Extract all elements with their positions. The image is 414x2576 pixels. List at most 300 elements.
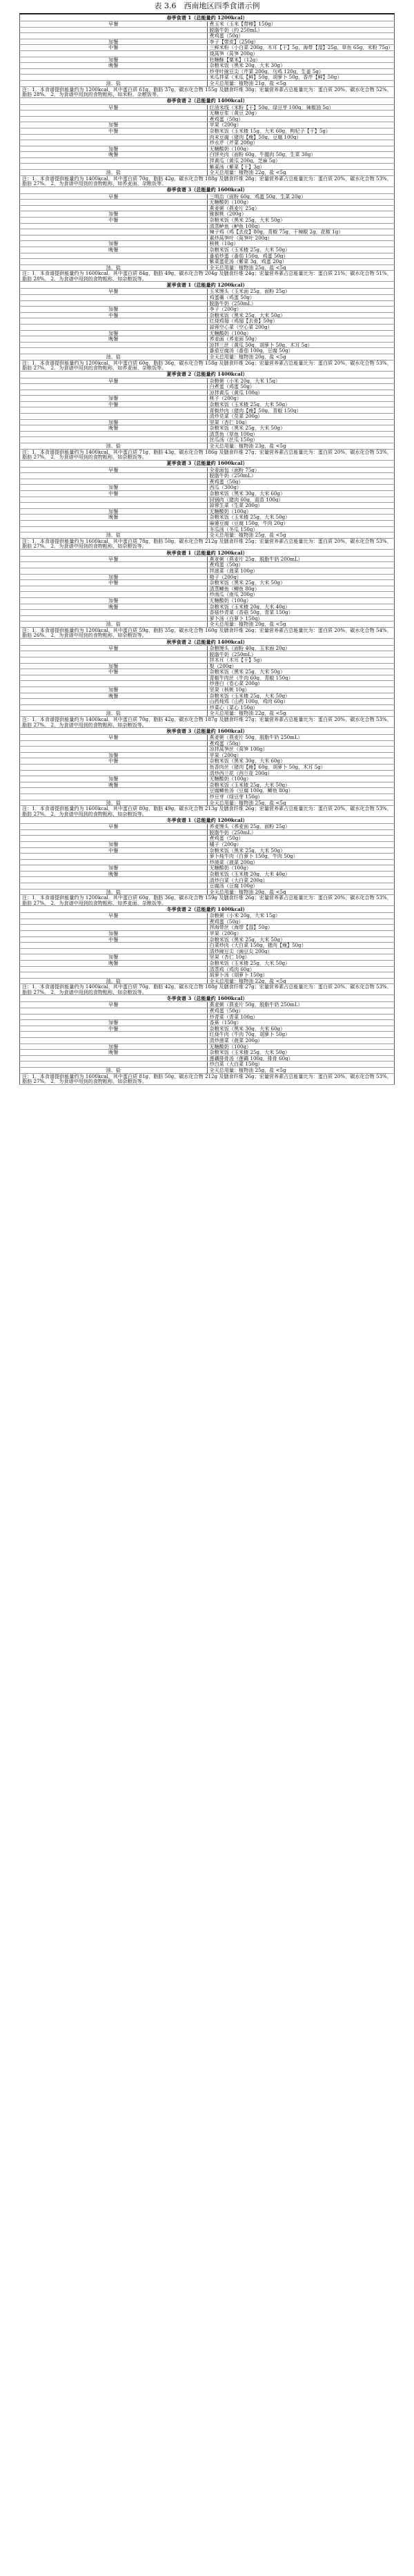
menu-row (20, 229, 395, 236)
dish-text: 荞麦面（荞麦面 50g） (207, 336, 395, 343)
menu-row (20, 57, 395, 63)
meal-label: 早餐 (20, 556, 208, 562)
section-heading: 春季食谱 2（总能量约 1400kcal） (20, 97, 395, 104)
menu-row (20, 943, 395, 949)
dish-text: 炒白菜（大白菜 150g） (207, 1061, 395, 1068)
menu-row (20, 610, 395, 616)
menu-row (20, 140, 395, 146)
meal-label: 油、盐 (20, 711, 208, 717)
menu-row (20, 110, 395, 117)
menu-row (20, 1014, 395, 1020)
meal-label: 加餐 (20, 211, 208, 218)
meal-label: 中餐 (20, 312, 208, 318)
meal-label (20, 503, 208, 509)
menu-row (20, 657, 395, 664)
menu-row (20, 931, 395, 937)
menu-row (20, 747, 395, 753)
meal-label (20, 520, 208, 526)
dish-text: 凉拌三丝（黄瓜 50g，胡萝卜 50g，木耳 5g） (207, 342, 395, 348)
dish-text: 无糖酸奶（100g） (207, 597, 395, 604)
dish-text: 煮鸡蛋（50g） (207, 33, 395, 39)
meal-label: 早餐 (20, 467, 208, 473)
menu-row (20, 966, 395, 972)
menu-row (20, 128, 395, 134)
dish-text: 炒菠菜（菠菜 200g） (207, 859, 395, 865)
meal-label (20, 859, 208, 865)
menu-row (20, 645, 395, 651)
menu-row (20, 515, 395, 521)
dish-text: 全天总用量：植物油 25g，盐 <5g (207, 800, 395, 806)
menu-row (20, 925, 395, 931)
meal-label (20, 699, 208, 705)
menu-row (20, 164, 395, 170)
meal-label: 加餐 (20, 146, 208, 152)
dish-text: 核桃（10g） (207, 241, 395, 247)
dish-text: 胡萝卜汤（胡萝卜 150g） (207, 972, 395, 979)
menu-row (20, 1037, 395, 1044)
section-heading-row (20, 186, 395, 193)
dish-text: 全天总用量：植物油 22g，盐 <5g (207, 978, 395, 984)
meal-label: 早餐 (20, 824, 208, 830)
note-row (20, 627, 395, 638)
dish-text: 凉拌莴笋丝（莴笋 100g） (207, 747, 395, 753)
dish-text: 煮鸡蛋（50g） (207, 919, 395, 925)
meal-label (20, 615, 208, 622)
section-heading-row (20, 282, 395, 289)
dish-text: 莲藕排骨汤（莲藕 100g，排骨 60g） (207, 1055, 395, 1061)
menu-row (20, 556, 395, 562)
meal-label (20, 318, 208, 325)
dish-text: 坚果（杏仁 10g） (207, 954, 395, 961)
meal-label (20, 651, 208, 657)
meal-label: 中餐 (20, 936, 208, 943)
meal-label: 晚餐 (20, 336, 208, 343)
menu-row (20, 200, 395, 206)
menu-row (20, 877, 395, 883)
meal-label: 中餐 (20, 128, 208, 134)
menu-row (20, 1020, 395, 1026)
menu-row (20, 1032, 395, 1038)
dish-text: 番茄豆腐汤（番茄 100g，豆腐 50g） (207, 348, 395, 354)
meal-label (20, 764, 208, 770)
meal-label (20, 134, 208, 140)
menu-row (20, 407, 395, 414)
meal-label: 中餐 (20, 218, 208, 224)
meal-label: 加餐 (20, 330, 208, 336)
meal-label: 中餐 (20, 1026, 208, 1032)
dish-text: 脱脂牛奶（250mL） (207, 651, 395, 657)
menu-row (20, 1067, 395, 1073)
dish-text: 清蒸鲫鱼（鲫鱼 80g） (207, 586, 395, 592)
meal-label: 油、盐 (20, 889, 208, 895)
dish-text: 麻婆豆腐（豆腐 150g，牛肉 20g） (207, 520, 395, 526)
dish-text: 炒南瓜（南瓜 200g） (207, 592, 395, 598)
meal-label (20, 788, 208, 794)
menu-row (20, 324, 395, 330)
dish-text: 猕猴桃（200g） (207, 211, 395, 218)
meal-label (20, 259, 208, 265)
dish-text: 清蒸鲈鱼（鲈鱼 100g） (207, 223, 395, 229)
section-heading: 夏季食谱 1（总能量约 1200kcal） (20, 282, 395, 289)
menu-row (20, 378, 395, 384)
meal-label (20, 948, 208, 954)
meal-label: 中餐 (20, 669, 208, 675)
meal-label (20, 562, 208, 568)
dish-text: 拌菠菜（菠菜 100g） (207, 568, 395, 574)
dish-text: 杂粮米饭（黑米 30g，大米 60g） (207, 758, 395, 765)
menu-row (20, 235, 395, 241)
meal-label: 加餐 (20, 57, 208, 63)
meal-label (20, 50, 208, 57)
menu-row (20, 401, 395, 407)
dish-text: 紫菜蛋花汤（紫菜 3g，鸡蛋 20g） (207, 259, 395, 265)
dish-text: 煮鸡蛋（50g） (207, 562, 395, 568)
dish-text: 燕麦粥（燕麦片 50g，脱脂牛奶 250mL） (207, 735, 395, 741)
dish-text: 杂粮米饭（黑米 30g，大米 60g） (207, 1026, 395, 1032)
menu-row (20, 597, 395, 604)
section-heading: 冬季食谱 3（总能量约 1600kcal） (20, 995, 395, 1002)
meal-label: 早餐 (20, 645, 208, 651)
menu-row (20, 622, 395, 628)
dish-text: 杂粮米饭（玉米楂 25g，大米 50g） (207, 247, 395, 253)
dish-text: 杂粮米饭（黑米 25g，大米 50g） (207, 218, 395, 224)
meal-label: 晚餐 (20, 604, 208, 610)
note-row (20, 984, 395, 995)
section-heading: 春季食谱 3（总能量约 1600kcal） (20, 186, 395, 193)
dish-text: 煮玉米（玉米【带棒】150g） (207, 21, 395, 28)
meal-label: 加餐 (20, 39, 208, 45)
meal-label: 油、盐 (20, 622, 208, 628)
meal-label: 早餐 (20, 289, 208, 295)
menu-row (20, 948, 395, 954)
dish-text: 煮鸡蛋（50g） (207, 740, 395, 747)
meal-label: 晚餐 (20, 1050, 208, 1056)
dish-text: 杂粮米饭（玉米楂 15g，大米 60g，枸杞子【干】5g） (207, 128, 395, 134)
meal-label: 加餐 (20, 865, 208, 872)
menu-row (20, 693, 395, 699)
dish-text: 炒青菜（青菜 100g） (207, 1014, 395, 1020)
dish-text: 无糖酸奶（100g） (207, 146, 395, 152)
section-heading-row (20, 906, 395, 913)
meal-label: 早餐 (20, 104, 208, 110)
menu-row (20, 259, 395, 265)
meal-label: 晚餐 (20, 961, 208, 967)
meal-label: 油、盐 (20, 800, 208, 806)
menu-row (20, 889, 395, 895)
dish-text: 橙子（200g） (207, 574, 395, 580)
meal-label: 早餐 (20, 735, 208, 741)
meal-label: 晚餐 (20, 515, 208, 521)
menu-row (20, 348, 395, 354)
meal-label (20, 414, 208, 420)
dish-text: 无糖酸奶（100g） (207, 1044, 395, 1050)
meal-label (20, 747, 208, 753)
menu-row (20, 1008, 395, 1014)
menu-row (20, 247, 395, 253)
section-note: 注：1．本食谱提供能量约为 1200kcal，其中蛋白质 61g，脂肪 37g，碳水化合物 155g 及膳食纤维 38g；宏量营养素占总能量比为：蛋白质 20%，碳水化合物 52%，脂肪 28%。 2．为食谱中用到的食物粗称，如米粉、杂粮饭等。 (20, 86, 395, 97)
meal-label: 油、盐 (20, 443, 208, 450)
menu-row (20, 508, 395, 515)
menu-row (20, 919, 395, 925)
menu-row (20, 122, 395, 128)
meal-label (20, 116, 208, 122)
section-heading-row (20, 371, 395, 378)
menu-row (20, 80, 395, 86)
dish-text: 无糖酸奶（100g） (207, 865, 395, 872)
dish-text: 清蒸鱼（草鱼 100g） (207, 431, 395, 437)
menu-row (20, 289, 395, 295)
meal-label (20, 1014, 208, 1020)
menu-row (20, 675, 395, 681)
dish-text: 梨（200g） (207, 663, 395, 669)
dish-text: 李子【带皮】（250g） (207, 39, 395, 45)
meal-label (20, 110, 208, 117)
menu-row (20, 740, 395, 747)
note-row (20, 538, 395, 549)
meal-label (20, 300, 208, 307)
dish-text: 白煮蛋（鸡蛋 50g） (207, 384, 395, 390)
menu-row (20, 711, 395, 717)
dish-text: 杂粮米饭（黑米 25g，大米 50g） (207, 425, 395, 432)
meal-label: 早餐 (20, 913, 208, 919)
dish-text: 肉末豆腐（猪肉【瘦】50g，豆腐 100g） (207, 134, 395, 140)
meal-label (20, 794, 208, 800)
dish-text: 萝卜炖牛肉（白萝卜 150g，牛肉 50g） (207, 854, 395, 860)
dish-text: 无糖酸奶（100g） (207, 330, 395, 336)
menu-row (20, 788, 395, 794)
meal-label (20, 770, 208, 776)
menu-row (20, 265, 395, 271)
dish-text: 全天总用量：植物油 23g，盐 <5g (207, 443, 395, 450)
menu-row (20, 211, 395, 218)
meal-label: 加餐 (20, 931, 208, 937)
menu-row (20, 116, 395, 122)
dish-text: 脱脂牛奶（250mL） (207, 473, 395, 479)
meal-label (20, 1055, 208, 1061)
meal-label (20, 223, 208, 229)
menu-row (20, 503, 395, 509)
meal-label (20, 164, 208, 170)
meal-label (20, 140, 208, 146)
menu-row (20, 687, 395, 693)
dish-text: 炒莲白（卷心菜 200g） (207, 681, 395, 687)
menu-row (20, 193, 395, 200)
section-heading-row (20, 460, 395, 467)
dish-text: 燕麦粥（燕麦片 50g，脱脂牛奶 250mL） (207, 1002, 395, 1008)
dish-text: 拌黄瓜（黄瓜 200g，芝麻 5g） (207, 157, 395, 164)
menu-row (20, 782, 395, 788)
dish-text: 全天总用量：植物油 20g，盐 <5g (207, 622, 395, 628)
menu-row (20, 75, 395, 81)
section-note: 注：1．本食谱提供能量约为 1400kcal，其中蛋白质 71g，脂肪 43g，碳水化合物 186g 及膳食纤维 27g；宏量营养素占总能量比为：蛋白质 20%，碳水化合物 53%，脂肪 27%。 2．为食谱中用到的食物粗称，如杂粮饭等。 (20, 449, 395, 460)
note-row (20, 449, 395, 460)
menu-row (20, 829, 395, 836)
dish-text: 清蒸鸡（鸡肉 60g） (207, 966, 395, 972)
meal-label (20, 877, 208, 883)
section-note: 注：1．本食谱提供能量约为 1600kcal，其中蛋白质 84g，脂肪 49g，碳水化合物 204g 及膳食纤维 24g；宏量营养素占总能量比为：蛋白质 21%，碳水化合物 51%，脂肪 28%。 2．为食谱中用到的食物粗称，如杂粮饭等。 (20, 271, 395, 282)
section-heading: 秋季食谱 1（总能量约 1200kcal） (20, 549, 395, 556)
meal-label (20, 675, 208, 681)
dish-text: 无糖酸奶（100g） (207, 776, 395, 782)
menu-row (20, 312, 395, 318)
meal-label (20, 829, 208, 836)
dish-text: 凉拌黄瓜（黄瓜 100g） (207, 390, 395, 396)
dish-text: 桃子（200g） (207, 396, 395, 402)
dish-text: 萝卜汤（白萝卜 150g） (207, 615, 395, 622)
section-heading-row (20, 549, 395, 556)
menu-row (20, 615, 395, 622)
dish-text: 豆腐汤（豆腐 100g） (207, 883, 395, 890)
dish-text: 苹果（200g） (207, 122, 395, 128)
dish-text: 蒜蓉生菜（生菜 200g） (207, 503, 395, 509)
menu-row (20, 157, 395, 164)
menu-row (20, 574, 395, 580)
menu-row (20, 170, 395, 176)
note-row (20, 717, 395, 728)
section-note: 注：1．本食谱提供能量约为 1200kcal，其中蛋白质 60g，脂肪 36g，碳水化合物 158g 及膳食纤维 26g；宏量营养素占总能量比为：蛋白质 20%，碳水化合物 53%，脂肪 27%。 2．为食谱中用到的食物粗称，如荞麦面、杂粮饭等。 (20, 360, 395, 371)
menu-row (20, 384, 395, 390)
dish-text: 鸡蛋羹（鸡蛋 50g） (207, 294, 395, 300)
meal-label: 晚餐 (20, 782, 208, 788)
meal-label: 加餐 (20, 396, 208, 402)
dish-text: 全天总用量：植物油 20g，盐 <5g (207, 354, 395, 360)
menu-row (20, 1002, 395, 1008)
menu-row (20, 253, 395, 259)
dish-text: 杂粮米饭（黑米 25g，大米 50g） (207, 312, 395, 318)
meal-label (20, 919, 208, 925)
dish-text: 脱脂牛奶（约 250mL） (207, 27, 395, 33)
meal-label: 晚餐 (20, 871, 208, 877)
dish-text: 脱脂牛奶（250mL） (207, 300, 395, 307)
meal-label: 加餐 (20, 687, 208, 693)
menu-row (20, 847, 395, 854)
dish-text: 拌木耳（木耳【干】5g） (207, 657, 395, 664)
menu-row (20, 1044, 395, 1050)
meal-label (20, 497, 208, 503)
note-row (20, 1073, 395, 1084)
meal-label: 油、盐 (20, 170, 208, 176)
menu-row (20, 936, 395, 943)
dish-text: 杂粮粥（小米 20g，大米 15g） (207, 378, 395, 384)
menu-row (20, 752, 395, 758)
menu-row (20, 954, 395, 961)
menu-row (20, 479, 395, 485)
menu-row (20, 68, 395, 75)
meal-label: 油、盐 (20, 532, 208, 539)
menu-row (20, 776, 395, 782)
menu-row (20, 859, 395, 865)
dish-text: 杂粮米饭（玉米楂 20g，大米 40g） (207, 871, 395, 877)
dish-text: 全天总用量：植物油 25g，盐 <5g (207, 1067, 395, 1073)
menu-row (20, 758, 395, 765)
dish-text: 杂粮米饭（玉米楂 25g，大米 50g） (207, 515, 395, 521)
menu-row (20, 241, 395, 247)
meal-label: 早餐 (20, 193, 208, 200)
dish-text: 杂粮米饭（黑米 25g，大米 50g） (207, 669, 395, 675)
meal-label: 油、盐 (20, 1067, 208, 1073)
meal-label: 油、盐 (20, 265, 208, 271)
dish-text: 苹果（200g） (207, 752, 395, 758)
meal-label: 加餐 (20, 597, 208, 604)
section-note: 注：1．本食谱提供能量约为 1400kcal，其中蛋白质 70g，脂肪 42g，碳水化合物 187g 及膳食纤维 27g；宏量营养素占总能量比为：蛋白质 20%，碳水化合物 53%，脂肪 27%。 2．为食谱中用到的食物粗称，如杂粮饭等。 (20, 717, 395, 728)
menu-table (19, 14, 395, 1085)
meal-label (20, 229, 208, 236)
dish-text: 白菜炒肉（大白菜 150g，猪肉【瘦】50g） (207, 943, 395, 949)
meal-label: 加餐 (20, 663, 208, 669)
meal-label (20, 586, 208, 592)
menu-row (20, 431, 395, 437)
dish-text: 红烧牛肉（牛肉 70g，胡萝卜 50g） (207, 1032, 395, 1038)
meal-label: 中餐 (20, 401, 208, 407)
section-note: 注：1．本食谱提供能量约为 1600kcal，其中蛋白质 78g，脂肪 50g，碳水化合物 212g 及膳食纤维 25g；宏量营养素占总能量比为：蛋白质 20%，碳水化合物 53%，脂肪 27%。 2．为食谱中用到的食物粗称，如杂粮饭等。 (20, 538, 395, 549)
dish-text: 全天总用量：植物油 22g，盐 <5g (207, 711, 395, 717)
note-row (20, 360, 395, 371)
menu-row (20, 152, 395, 158)
meal-label (20, 836, 208, 842)
meal-label (20, 390, 208, 396)
menu-row (20, 1026, 395, 1032)
menu-row (20, 354, 395, 360)
menu-row (20, 586, 395, 592)
meal-label: 加餐 (20, 307, 208, 313)
menu-row (20, 485, 395, 491)
meal-label (20, 157, 208, 164)
meal-label (20, 200, 208, 206)
dish-text: 炒豆芽（绿豆芽 150g） (207, 794, 395, 800)
dish-text: 全天总用量：植物油 20g，盐 <5g (207, 889, 395, 895)
meal-label (20, 437, 208, 443)
dish-text: 蒜蓉空心菜（空心菜 200g） (207, 324, 395, 330)
section-note: 注：1．本食谱提供能量约为 1200kcal，其中蛋白质 60g，脂肪 36g，碳水化合物 159g 及膳食纤维 26g；宏量营养素占总能量比为：蛋白质 20%，碳水化合物 53%，脂肪 27%。 2．为食谱中用到的食物粗称，如荞麦面、杂粮饭等。 (20, 895, 395, 906)
dish-text: 杂粮米饭（黑米 20g，大米 30g） (207, 63, 395, 69)
menu-row (20, 307, 395, 313)
menu-row (20, 568, 395, 574)
meal-label: 加餐 (20, 508, 208, 515)
dish-text: 全天总用量：植物油 21g，盐 <5g (207, 80, 395, 86)
dish-text: 无糖豆浆（黄豆 20g） (207, 110, 395, 117)
dish-text: 香菇炒青菜（香菇 50g，青菜 150g） (207, 610, 395, 616)
section-heading: 秋季食谱 2（总能量约 1400kcal） (20, 638, 395, 645)
menu-row (20, 336, 395, 343)
meal-label (20, 592, 208, 598)
dish-text: 三鲜米粉（小白菜 200g，木耳【干】5g，海带【湿】25g，草鱼 65g，米粉 75g） (207, 45, 395, 51)
section-note: 注：1．本食谱提供能量约为 1400kcal，其中蛋白质 70g，脂肪 42g，碳水化合物 188g 及膳食纤维 27g；宏量营养素占总能量比为：蛋白质 20%，碳水化合物 53%，脂肪 27%。 2．为食谱中用到的食物粗称，如杂粮饭等。 (20, 984, 395, 995)
menu-row (20, 1061, 395, 1068)
menu-row (20, 651, 395, 657)
meal-label: 早餐 (20, 378, 208, 384)
menu-table-body (20, 15, 395, 1085)
dish-text: 清炒西兰花（西兰花 200g） (207, 770, 395, 776)
menu-row (20, 883, 395, 890)
meal-label (20, 1061, 208, 1068)
meal-label: 油、盐 (20, 80, 208, 86)
meal-label: 油、盐 (20, 354, 208, 360)
menu-row (20, 704, 395, 711)
dish-text: 山药炖鸡（山药 100g，鸡肉 60g） (207, 699, 395, 705)
meal-label (20, 205, 208, 211)
menu-row (20, 205, 395, 211)
note-row (20, 271, 395, 282)
dish-text: 杜糖酥【粟米】（12g） (207, 57, 395, 63)
dish-text: 杂粮米饭（黑米 25g，大米 50g） (207, 936, 395, 943)
meal-label (20, 966, 208, 972)
menu-row (20, 134, 395, 140)
dish-text: 杂粮米饭（玉米楂 25g，大米 50g） (207, 1050, 395, 1056)
meal-label: 加餐 (20, 122, 208, 128)
meal-label (20, 972, 208, 979)
menu-row (20, 824, 395, 830)
note-row (20, 895, 395, 906)
